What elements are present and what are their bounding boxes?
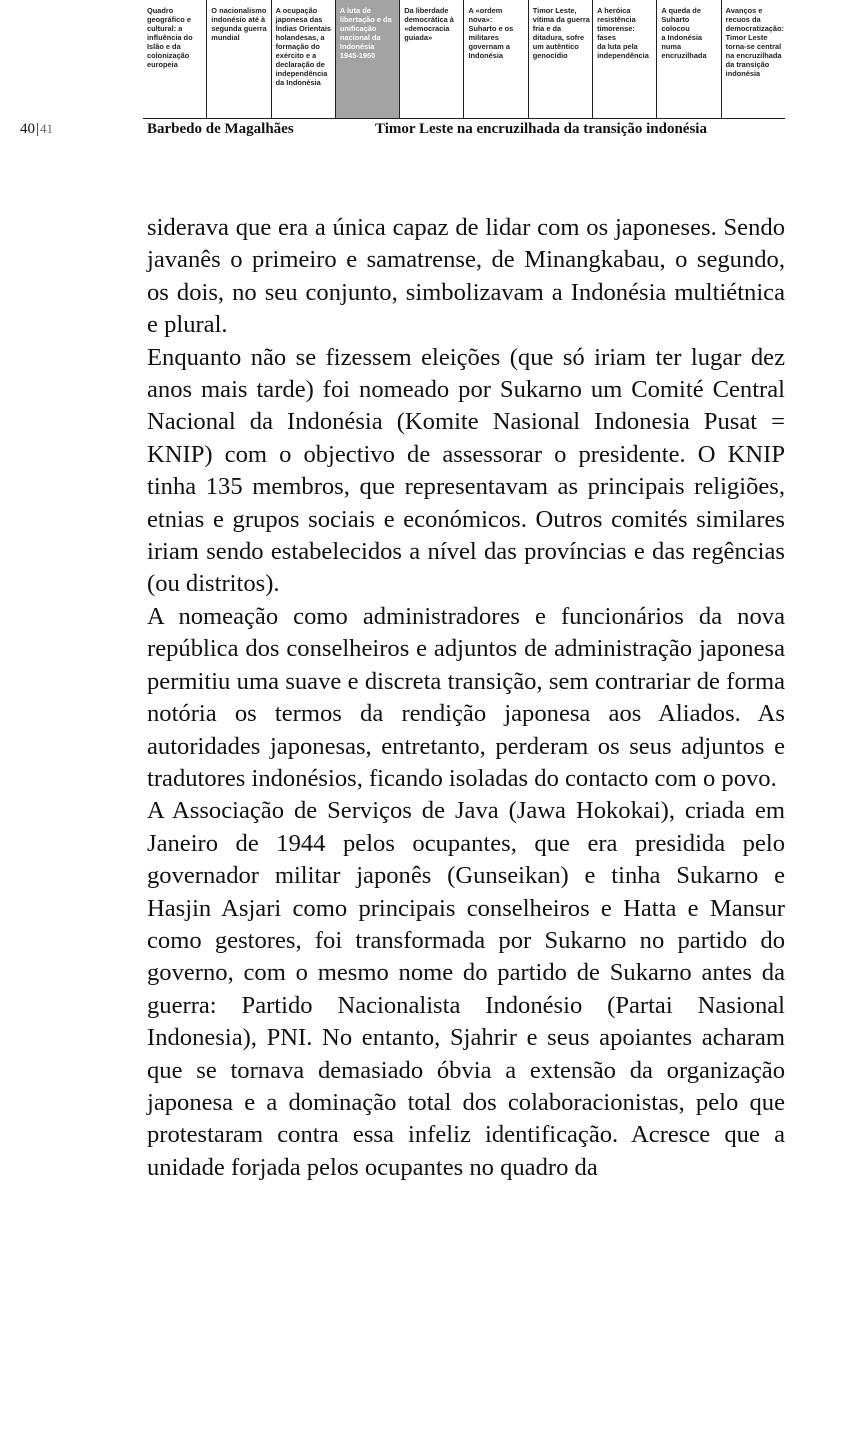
chapter-nav-item[interactable]: Da liberdade democrática à «democracia guiada» (399, 0, 463, 118)
chapter-nav-item[interactable]: Quadro geográfico e cultural: a influência do Islão e da colonização europeia (147, 6, 193, 69)
chapter-nav-item[interactable]: A «ordem nova»: Suharto e os militares governam a Indonésia (463, 0, 527, 118)
paragraph: A Associação de Serviços de Java (Jawa Hokokai), criada em Janeiro de 1944 pelos ocupantes, que era presidida pelo governador militar japonês (Gunseikan) e tinha Sukarno e Hasjin Asjari como principais conselheiros e Hatta e Mansur como gestores, foi transformada por Sukarno no partido do governo, com o mesmo nome do partido de Sukarno antes da guerra: Partido Nacionalista Indonésio (Partai Nasional Indonesia), PNI. No entanto, Sjahrir e seus apoiantes acharam que se tornava demasiado óbvia a extensão da organização japonesa e a dominação total dos colaboracionistas, pelo que protestaram contra essa infeliz identificação. Acresce que a unidade forjada pelos ocupantes no quadro da (147, 797, 785, 1181)
facing-page-number: 41 (40, 121, 54, 136)
book-title: Timor Leste na encruzilhada da transição indonésia (375, 121, 707, 137)
chapter-nav-item[interactable]: A ocupação japonesa das Índias Orientais holandesas, a formação do exército e a declaração de independência da Indonésia (271, 0, 335, 118)
paragraph: Enquanto não se fizessem eleições (que só iriam ter lugar dez anos mais tarde) foi nomeado por Sukarno um Comité Central Nacional da Indonésia (Komite Nasional Indonesia Pusat = KNIP) com o objectivo de assessorar o presidente. O KNIP tinha 135 membros, que representavam as principais religiões, etnias e grupos sociais e económicos. Outros comités similares iriam sendo estabelecidos a nível das províncias e das regências (ou distritos). (147, 343, 785, 598)
chapter-nav-item-active[interactable]: A luta de libertação e da unificação nacional da Indonésia 1945-1950 (335, 0, 399, 118)
page-number (20, 121, 53, 138)
chapter-nav-item[interactable]: A queda de Suharto colocou a Indonésia numa encruzilhada (656, 0, 720, 118)
chapter-nav-item[interactable]: Avanços e recuos da democratização: Timor Leste torna-se central na encruzilhada da transição indonésia (721, 0, 785, 118)
chapter-nav-item[interactable]: A heróica resistência timorense: fases da luta pela independência (592, 0, 656, 118)
page-separator: | (36, 121, 40, 137)
author-name: Barbedo de Magalhães (147, 121, 294, 137)
paragraph: A nomeação como administradores e funcionários da nova república dos conselheiros e adjuntos de administração japonesa permitiu uma suave e discreta transição, sem contrariar de forma notória os termos da rendição japonesa aos Aliados. As autoridades japonesas, entretanto, perderam os seus adjuntos e tradutores indonésios, ficando isoladas do contacto com o povo. (147, 602, 785, 792)
body-text (147, 212, 785, 1184)
chapter-nav-item[interactable]: O nacionalismo indonésio até à segunda guerra mundial (206, 0, 270, 118)
running-header (0, 121, 841, 143)
paragraph: siderava que era a única capaz de lidar com os japoneses. Sendo javanês o primeiro e samatrense, de Minangkabau, o segundo, os dois, no seu conjunto, simbolizavam a Indonésia multiétnica e plural. (147, 214, 785, 339)
chapter-nav-item[interactable]: Timor Leste, vítima da guerra fria e da ditadura, sofre um autêntico genocídio (528, 0, 592, 118)
chapter-navigation (143, 0, 785, 119)
current-page-number: 40 (20, 121, 35, 137)
